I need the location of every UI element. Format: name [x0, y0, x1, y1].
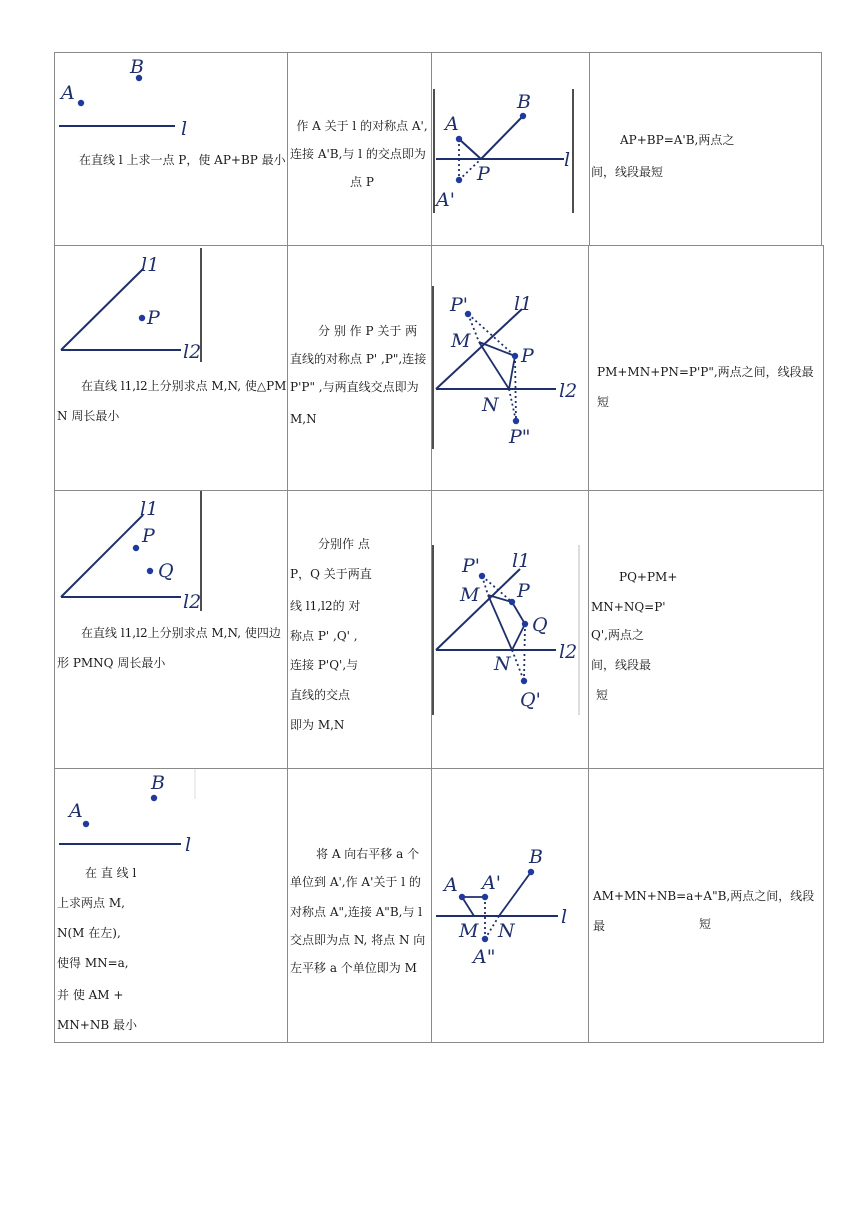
row2-figure-diagram: [55, 246, 288, 491]
label-A: A: [61, 82, 75, 104]
row4-conclusion-line2: 短: [699, 917, 712, 931]
label-N: N: [498, 920, 515, 942]
row4-method-cell: [287, 768, 432, 1043]
row3-conclusion-line5: 短: [596, 688, 609, 702]
label-N: N: [494, 653, 511, 675]
label-l1: l1: [140, 498, 159, 520]
row4-method-line2: 单位到 A',作 A'关于 l 的: [290, 875, 421, 889]
row3-method-line4: 称点 P' ,Q' ,: [290, 629, 358, 643]
label-B: B: [529, 846, 543, 868]
label-P: P: [142, 525, 155, 547]
row4-problem-line6: MN+NB 最小: [57, 1018, 137, 1032]
line-l1: [436, 309, 522, 389]
label-l2: l2: [183, 341, 202, 363]
row2-method-line2: 直线的对称点 P' ,P",连接: [290, 352, 427, 366]
row1-figure-cell: [431, 52, 590, 246]
row2-problem-line2: N 周长最小: [57, 409, 120, 423]
row3-conclusion-line3: Q',两点之: [591, 628, 644, 642]
label-P-prime: P': [462, 555, 481, 577]
label-M: M: [459, 920, 479, 942]
row3-method-line1: 分别作 点: [318, 537, 370, 551]
row2-solution-diagram: [432, 246, 589, 491]
label-A: A: [445, 113, 459, 135]
label-Q: Q: [532, 614, 548, 636]
row3-conclusion-line4: 间，线段最: [591, 658, 652, 672]
row3-solution-diagram: [432, 491, 589, 769]
label-B: B: [130, 56, 144, 78]
label-M: M: [460, 584, 480, 606]
line-l1: [61, 515, 143, 597]
row3-method-line7: 即为 M,N: [290, 718, 345, 732]
row4-problem-line4: 使得 MN=a,: [57, 956, 129, 970]
row3-method-cell: [287, 490, 432, 769]
row2-conclusion: PM+MN+PN=P'P",两点之间，线段最短: [597, 365, 814, 409]
line-l1: [61, 269, 143, 350]
row3-method-line6: 直线的交点: [290, 688, 351, 702]
label-l2: l2: [183, 591, 202, 613]
row3-conclusion-line1: PQ+PM+: [619, 570, 678, 584]
row1-method-cell: [287, 52, 432, 246]
point-A: [78, 100, 84, 106]
row1-problem-text: 在直线 l 上求一点 P，使 AP+BP 最小: [79, 153, 286, 167]
label-M: M: [451, 330, 471, 352]
label-P: P: [517, 580, 530, 602]
row4-problem-cell: [54, 768, 288, 1043]
row3-problem-line2: 形 PMNQ 周长最小: [57, 656, 166, 670]
label-P-double-prime: P": [509, 426, 531, 448]
row1-conclusion-cell: [589, 52, 822, 246]
row4-method-line1: 将 A 向右平移 a 个: [316, 847, 420, 861]
label-Q: Q: [158, 560, 174, 582]
row2-problem-cell: [54, 245, 288, 491]
row3-method-line3: 线 l1,l2的 对: [290, 599, 361, 613]
label-l1: l1: [514, 293, 533, 315]
label-l1: l1: [512, 550, 531, 572]
label-A-prime: A': [436, 189, 455, 211]
label-A-double-prime: A": [473, 946, 496, 968]
label-A-prime: A': [482, 872, 501, 894]
row4-problem-line3: N(M 在左),: [57, 926, 121, 940]
row2-method-cell: [287, 245, 432, 491]
row1-method-line3: 点 P: [350, 175, 374, 189]
label-l: l: [561, 906, 568, 928]
label-l1: l1: [141, 254, 160, 276]
row1-method-line1: 作 A 关于 l 的对称点 A',: [296, 119, 428, 133]
row3-conclusion-line2: MN+NQ=P': [591, 600, 666, 614]
row4-method-line4: 交点即为点 N, 将点 N 向: [290, 933, 426, 947]
row1-problem-cell: [54, 52, 288, 246]
label-A: A: [69, 800, 83, 822]
row2-method-line3: P'P" ,与两直线交点即为: [290, 380, 419, 394]
row4-conclusion-cell: [588, 768, 824, 1043]
row4-conclusion-line1: AM+MN+NB=a+A"B,两点之间，线段最: [593, 889, 815, 933]
row3-method-line2: P，Q 关于两直: [290, 567, 372, 581]
label-P: P: [477, 163, 490, 185]
label-B: B: [151, 772, 165, 794]
row2-conclusion-cell: [588, 245, 824, 491]
row2-method-line4: M,N: [290, 412, 317, 426]
row3-method-line5: 连接 P'Q',与: [290, 658, 359, 672]
row1-conclusion-line1: AP+BP=A'B,两点之: [620, 133, 735, 147]
row2-figure-cell: [431, 245, 589, 491]
label-P: P: [147, 307, 160, 329]
row2-problem-line1: 在直线 l1,l2上分别求点 M,N, 使△PM: [81, 379, 287, 393]
label-l2: l2: [559, 641, 578, 663]
row4-problem-line5: 并 使 AM +: [57, 988, 124, 1002]
row4-method-line3: 对称点 A",连接 A"B,与 l: [290, 905, 423, 919]
row1-conclusion-line2: 间，线段最短: [591, 165, 664, 179]
label-B: B: [517, 91, 531, 113]
label-l2: l2: [559, 380, 578, 402]
row4-figure-cell: [431, 768, 589, 1043]
row2-method-line1: 分 别 作 P 关于 两: [318, 324, 418, 338]
row1-method-line2: 连接 A'B,与 l 的交点即为: [290, 147, 426, 161]
row4-problem-line1: 在 直 线 l: [85, 866, 137, 880]
label-P-prime: P': [450, 294, 469, 316]
label-N: N: [482, 394, 499, 416]
label-Q-prime: Q': [520, 689, 541, 711]
label-l: l: [181, 118, 188, 140]
row3-figure-cell: [431, 490, 589, 769]
row1-solution-diagram: [432, 53, 590, 246]
row3-problem-line1: 在直线 l1,l2上分别求点 M,N, 使四边: [81, 626, 281, 640]
label-l: l: [564, 149, 571, 171]
row4-method-line5: 左平移 a 个单位即为 M: [290, 961, 417, 975]
row4-solution-diagram: [432, 769, 589, 1043]
row3-conclusion-cell: [588, 490, 824, 769]
label-l: l: [185, 834, 192, 856]
label-A: A: [444, 874, 458, 896]
row3-problem-cell: [54, 490, 288, 769]
label-P: P: [521, 345, 534, 367]
row4-problem-line2: 上求两点 M,: [57, 896, 125, 910]
